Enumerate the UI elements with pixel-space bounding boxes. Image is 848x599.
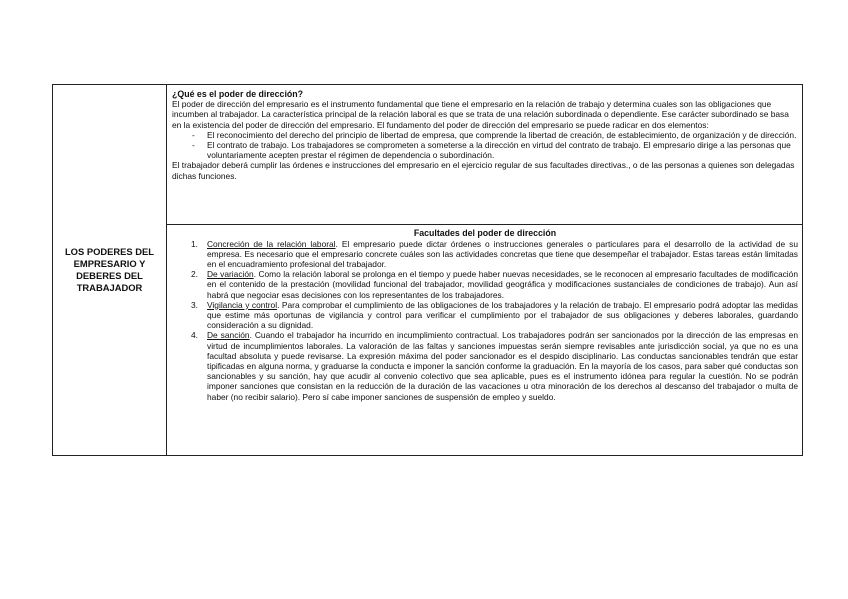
section-closing: El trabajador deberá cumplir las órdenes e instrucciones del empresario en el ejercicio regular de sus facultades directivas., o de las personas a quienes son delegadas dichas funciones. <box>172 160 795 181</box>
list-item <box>172 269 798 300</box>
list-item <box>172 330 798 401</box>
item-number: 4. <box>191 330 198 341</box>
list-item: - El contrato de trabajo. Los trabajadores se comprometen a someterse a la dirección en virtud del contrato de trabajo. El empresario dirige a las personas que voluntariamente acepten prestar el régimen de dependencia o subordinación. <box>172 140 798 160</box>
facultades-list <box>172 239 798 402</box>
section-facultades <box>167 225 802 455</box>
right-column <box>167 85 802 455</box>
item-term: Concreción de la relación laboral <box>207 238 336 249</box>
item-term: De sanción <box>207 330 250 341</box>
item-number: 3. <box>191 299 198 310</box>
item-text: . El empresario puede dictar órdenes o instrucciones generales o particulares para el desarrollo de la actividad de su empresa. Es necesario que el empresario concrete cuáles son las actividades concretas que tiene que desempeñar el trabajador. Estas tareas están limitadas en el encuadramiento profesional del trabajador. <box>207 238 798 269</box>
left-column <box>53 85 167 455</box>
section-intro: El poder de dirección del empresario es el instrumento fundamental que tiene el empresario en la relación de trabajo y determina cuales son las obligaciones que incumben al trabajador. La característica principal de la relación laboral es que se trata de una relación subordinada o dependiente. Ese carácter subordinado se basa en la existencia del poder de dirección del empresario. El fundamento del poder de dirección del empresario se puede radicar en dos elementos: <box>172 99 789 130</box>
item-text: . Como la relación laboral se prolonga en el tiempo y puede haber nuevas necesidades, se le reconocen al empresario facultades de modificación en el contenido de la prestación (movilidad funcional del trabajador, movilidad geográfica y modificaciones sustanciales de condiciones de trabajo). Aun así habrá que negociar esas decisiones con los representantes de los trabajadores. <box>207 269 798 300</box>
section-question: ¿Qué es el poder de dirección? <box>172 89 304 99</box>
list-item: - El reconocimiento del derecho del principio de libertad de empresa, que comprende la libertad de creación, de establecimiento, de organización y de dirección. <box>172 130 798 140</box>
item-text: . Para comprobar el cumplimiento de las obligaciones de los trabajadores y la relación de trabajo. El empresario podrá adoptar las medidas que estime más oportunas de vigilancia y control para verificar el cumplimiento por el trabajador de sus obligaciones y deberes laborales, guardando consideración a su dignidad. <box>207 299 798 331</box>
item-text: . Cuando el trabajador ha incurrido en incumplimiento contractual. Los trabajadores podrán ser sancionados por la dirección de las empresas en virtud de incumplimientos laborales. La valoración de las faltas y sanciones impuestas serán siempre revisables ante jurisdicción social, ya que no es una facultad absoluta y puede revisarse. La expresión máxima del poder sancionador es el despido disciplinario. Las conductas sancionables tendrán que estar tipificadas en alguna norma, y graduarse la conducta e imponer la sanción conforme la graduación. En la mayoría de los casos, para saber qué conductas son sancionables y su sanción, hay que acudir al convenio colectivo que sea aplicable, pues es el instrumento idónea para regular la cuestión. No se podrán imponer sanciones que consistan en la reducción de la duración de las vacaciones u otra minoración de los derechos al descanso del trabajador o multa de haber (no recibir salario). Pero sí cabe imponer sanciones de suspensión de empleo y sueldo. <box>207 330 798 402</box>
section-poder-direccion <box>167 85 802 225</box>
item-term: Vigilancia y control <box>207 299 278 310</box>
item-number: 2. <box>191 269 198 280</box>
document-table <box>52 84 803 456</box>
item-number: 1. <box>191 238 198 249</box>
list-item <box>172 300 798 331</box>
row-heading: LOS PODERES DEL EMPRESARIO Y DEBERES DEL TRABAJADOR <box>64 246 155 293</box>
section-title: Facultades del poder de dirección <box>413 228 557 238</box>
list-item <box>172 239 798 270</box>
fundamentos-list <box>172 130 798 161</box>
item-term: De variación <box>207 269 254 280</box>
